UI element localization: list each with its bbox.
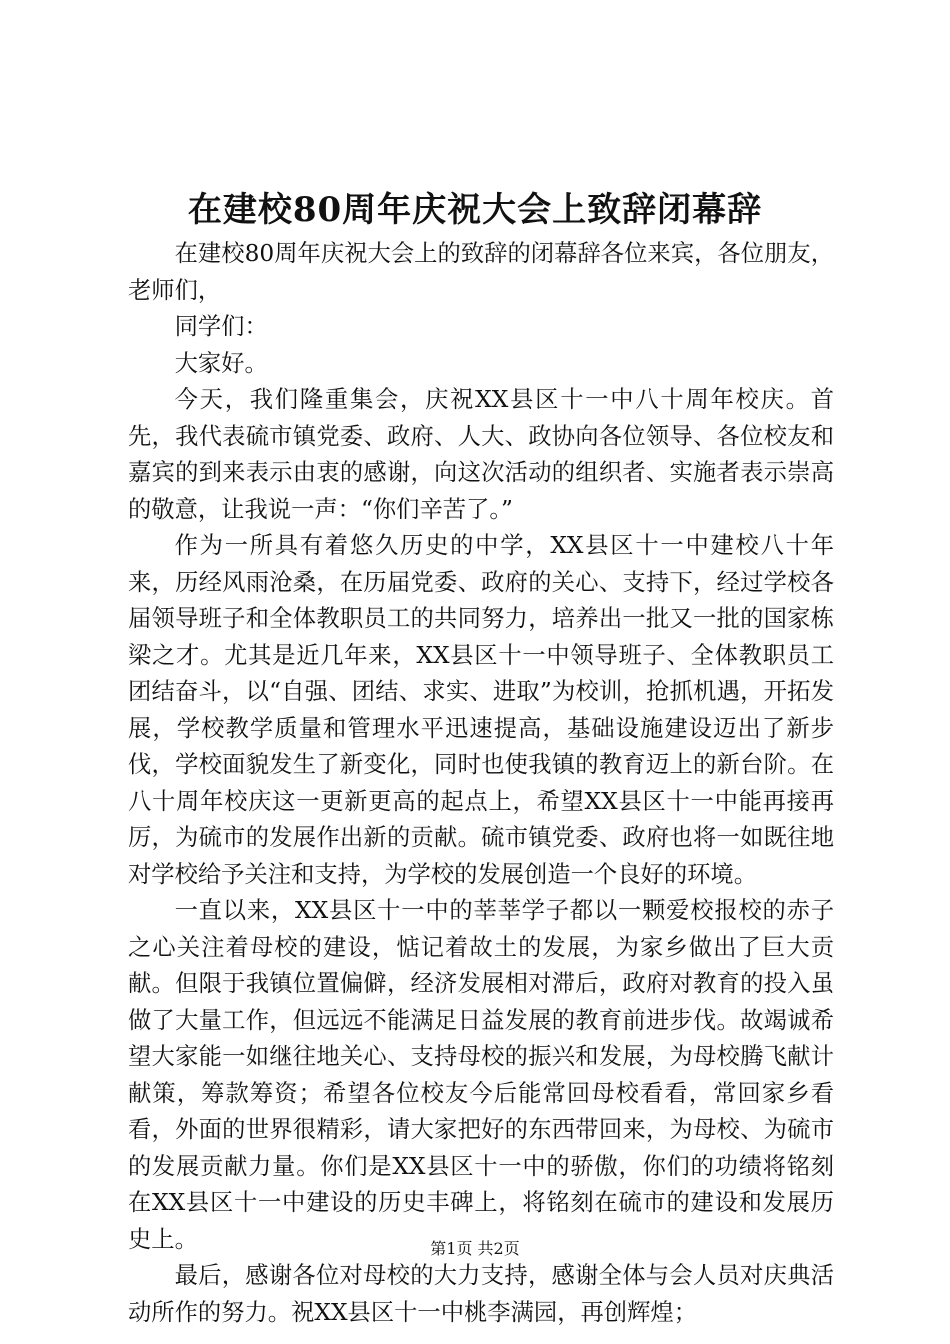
page-number-footer: 第1页 共2页 [430, 1239, 520, 1258]
paragraph-greeting: 大家好。 [174, 349, 268, 377]
paragraph-students: 同学们： [174, 313, 268, 340]
paragraph-opening: 在建校80周年庆祝大会上的致辞的闭幕辞各位来宾，各位朋友，老师们， [128, 240, 834, 304]
paragraph-alumni: 一直以来，XX县区十一中的莘莘学子都以一颗爱校报校的赤子之心关注着母校的建设，惦记着故土的发展，为家乡做出了巨大贡献。但限于我镇位置偏僻，经济发展相对滞后，政府对教育的投入虽做了大量工作，但远远不能满足日益发展的教育前进步伐。故竭诚希望大家能一如继往地关心、支持母校的振兴和发展，为母校腾飞献计献策，筹款筹资；希望各位校友今后能常回母校看看，常回家乡看看，外面的世界很精彩，请大家把好的东西带回来，为母校、为硫市的发展贡献力量。你们是XX县区十一中的骄傲，你们的功绩将铭刻在XX县区十一中建设的历史丰碑上，将铭刻在硫市的建设和发展历史上。 [128, 897, 834, 1253]
paragraph-closing: 最后，感谢各位对母校的大力支持，感谢全体与会人员对庆典活动所作的努力。祝XX县区十一中桃李满园，再创辉煌； [128, 1262, 834, 1326]
paragraph-history: 作为一所具有着悠久历史的中学，XX县区十一中建校八十年来，历经风雨沧桑，在历届党委、政府的关心、支持下，经过学校各届领导班子和全体教职员工的共同努力，培养出一批又一批的国家栋梁之才。尤其是近几年来，XX县区十一中领导班子、全体教职员工团结奋斗，以“自强、团结、求实、进取”为校训，抢抓机遇，开拓发展，学校教学质量和管理水平迅速提高，基础设施建设迈出了新步伐，学校面貌发生了新变化，同时也使我镇的教育迈上的新台阶。在八十周年校庆这一更新更高的起点上，希望XX县区十一中能再接再厉，为硫市的发展作出新的贡献。硫市镇党委、政府也将一如既往地对学校给予关注和支持，为学校的发展创造一个良好的环境。 [128, 532, 834, 888]
paragraph-celebration: 今天，我们隆重集会，庆祝XX县区十一中八十周年校庆。首先，我代表硫市镇党委、政府、人大、政协向各位领导、各位校友和嘉宾的到来表示由衷的感谢，向这次活动的组织者、实施者表示崇高的敬意，让我说一声：“你们辛苦了。” [128, 386, 834, 523]
document-body [128, 236, 834, 1331]
document-title: 在建校80周年庆祝大会上致辞闭幕辞 [187, 190, 763, 230]
